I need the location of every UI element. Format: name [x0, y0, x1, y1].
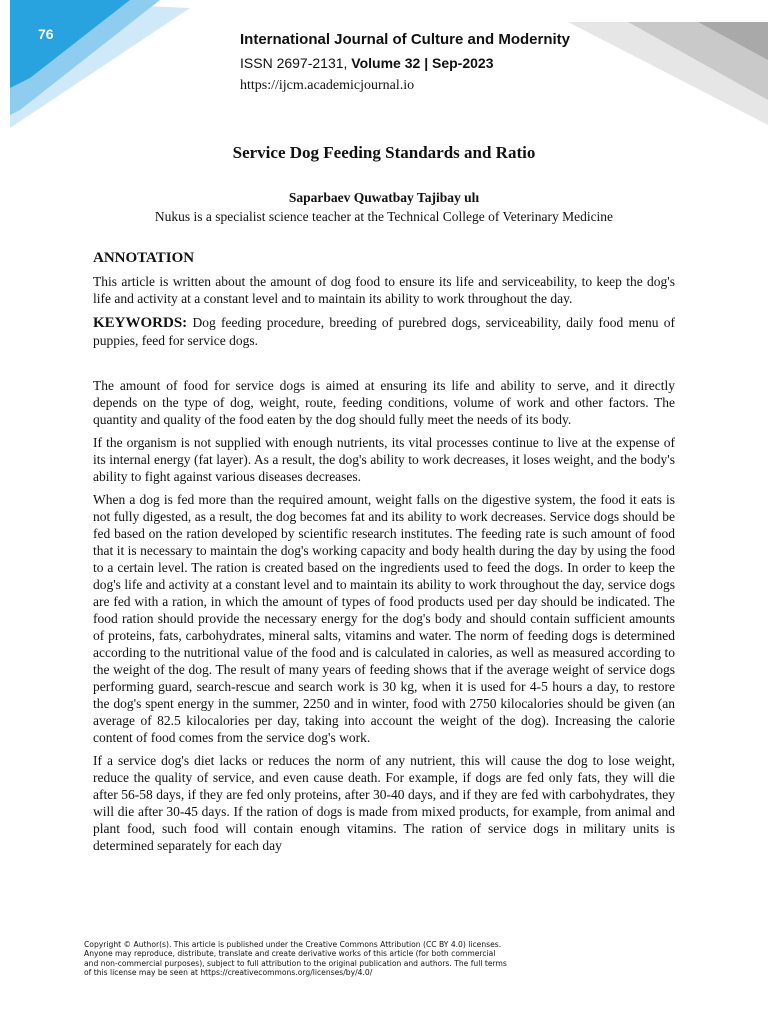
body-paragraph: If a service dog's diet lacks or reduces the norm of any nutrient, this will cause the dog to lose weight, reduce the quality of service, and even cause death. For example, if dogs are fed only fats, they will die after 56-58 days, if they are fed only proteins, after 30-40 days, and if they are fed with carbohydrates, they will die after 30-45 days. If the ration of dogs is made from mixed products, for example, from animal and plant food, such food will contain enough vitamins. The ration of service dogs in military units is determined separately for each day — [93, 753, 675, 853]
body-paragraph: The amount of food for service dogs is aimed at ensuring its life and ability to serve, and it directly depends on the type of dog, weight, route, feeding conditions, volume of work and other factors. The quantity and quality of the food eaten by the dog should fully meet the needs of its body. — [93, 378, 675, 427]
annotation-text: This article is written about the amount of dog food to ensure its life and serviceability, to keep the dog's life and activity at a constant level and to maintain its ability to work throughout the day. — [93, 274, 675, 306]
page-number: 76 — [38, 26, 54, 42]
license-line: and non-commercial purposes), subject to full attribution to the original publication and authors. The full terms — [84, 958, 507, 968]
journal-volume: Volume 32 — [351, 55, 421, 71]
journal-header — [240, 31, 570, 94]
keywords — [93, 314, 675, 349]
article-body — [93, 143, 675, 854]
license-footer — [84, 940, 644, 977]
license-line: Anyone may reproduce, distribute, translate and create derivative works of this article (for both commercial — [84, 949, 496, 959]
article-title: Service Dog Feeding Standards and Ratio — [232, 143, 536, 162]
journal-date: Sep-2023 — [432, 55, 494, 71]
annotation-heading: ANNOTATION — [93, 250, 195, 266]
body-paragraph: When a dog is fed more than the required amount, weight falls on the digestive system, the food it eats is not fully digested, as a result, the dog becomes fat and its ability to work decreases. Service dogs should be fed based on the ration developed by scientific research institutes. The feeding rate is such amount of food that it is necessary to maintain the dog's working capacity and body health during the day by using the food to a certain level. The ration is created based on the ingredients used to feed the dogs. In order to keep the dog's life and activity at a constant level and to maintain its ability to work throughout the day, service dogs are fed with a ration, in which the amount of types of food products used per day should be indicated. The food ration should provide the necessary energy for the dog's body and should contain sufficient amounts of proteins, fats, carbohydrates, mineral salts, vitamins and water. The norm of feeding dogs is determined according to the nutritional value of the food and is calculated in calories, as well as measured according to the weight of the dog. The result of many years of feeding shows that if the average weight of service dogs performing guard, search-rescue and search work is 30 kg, when it is used for 4-5 hours a day, to restore the dog's spent energy in the summer, 2250 and in winter, food with 2750 kilocalories should be given (an average of 82.5 kilocalories per day, taking into account the weight of the dog). Increasing the calorie content of food comes from the service dog's work. — [93, 492, 675, 745]
journal-issue-line — [240, 55, 570, 71]
license-line: of this license may be seen at https://creativecommons.org/licenses/by/4.0/ — [84, 967, 373, 977]
corner-decoration-right — [568, 0, 768, 130]
keywords-label: KEYWORDS: — [93, 315, 188, 331]
journal-issn: ISSN 2697-2131, — [240, 55, 348, 71]
corner-decoration-left — [0, 0, 200, 130]
issue-separator: | — [424, 55, 429, 71]
body-paragraph: If the organism is not supplied with enough nutrients, its vital processes continue to live at the expense of its internal energy (fat layer). As a result, the dog's ability to work decreases, it loses weight, and the body's ability to fight against various diseases decreases. — [93, 435, 675, 484]
author-name: Saparbaev Quwatbay Tajibay ulı — [288, 190, 480, 205]
author-affiliation: Nukus is a specialist science teacher at the Technical College of Veterinary Medicine — [154, 209, 614, 224]
keywords-text: Dog feeding procedure, breeding of purebred dogs, serviceability, daily food menu of puppies, feed for service dogs. — [93, 315, 676, 348]
journal-url[interactable]: https://ijcm.academicjournal.io — [240, 78, 415, 93]
journal-title: International Journal of Culture and Modernity — [240, 31, 571, 48]
license-line: Copyright © Author(s). This article is published under the Creative Commons Attribution (CC BY 4.0) licenses. — [84, 940, 502, 949]
